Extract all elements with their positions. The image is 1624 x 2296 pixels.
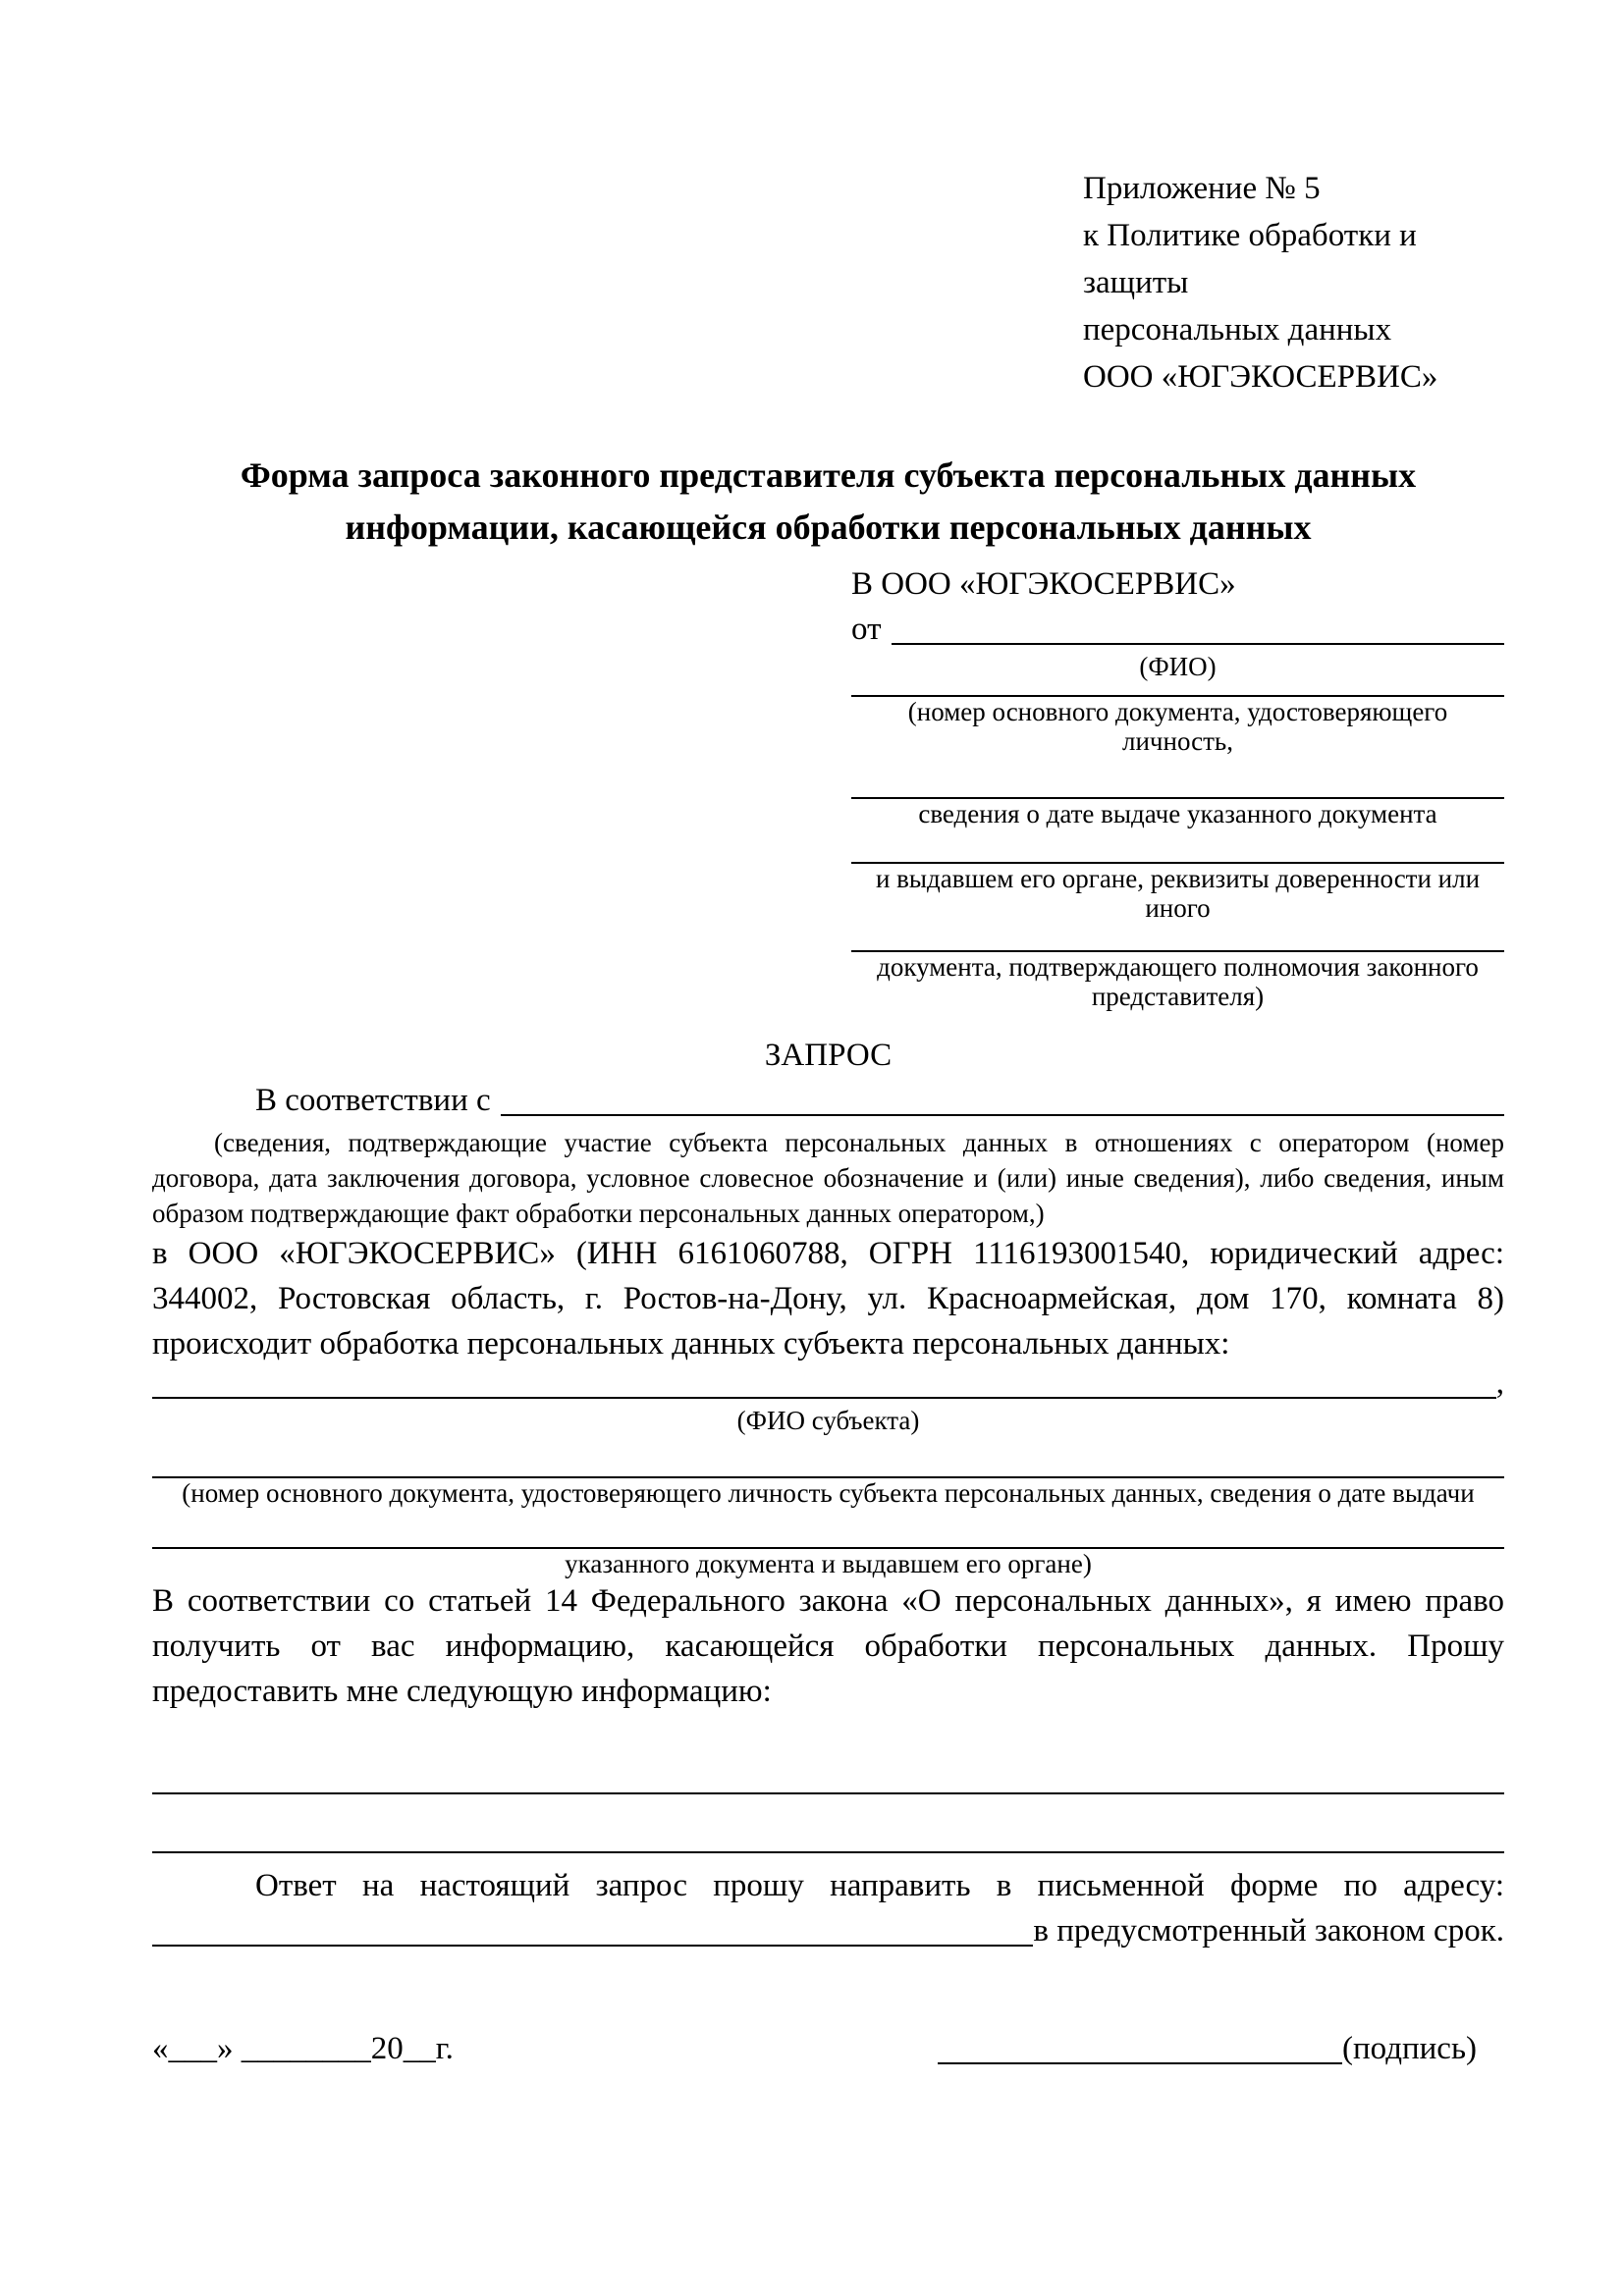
trailing-comma: , [1495,1365,1504,1401]
issuing-authority-blank-line [851,828,1504,864]
document-number-caption: (номер основного документа, удостоверяющего личность, [907,697,1448,756]
issue-date-caption: сведения о дате выдаче указанного документа [918,799,1437,828]
reply-address-blank-line [152,1945,1033,1947]
title-line: Форма запроса законного представителя субъекта персональных данных [240,455,1417,495]
accordance-row [152,1078,1504,1123]
subject-document-blank-line-2 [152,1508,1504,1549]
requested-info-blank-line-2 [152,1794,1504,1853]
from-label: от [851,612,882,647]
subject-document-caption: (номер основного документа, удостоверяющего личность субъекта персональных данных, сведения о дате выдачи [182,1478,1475,1508]
reply-sentence: Ответ на настоящий запрос прошу направить в письменной форме по адресу: [255,1868,1504,1903]
accordance-label: В соответствии с [255,1083,491,1118]
subject-fio-caption: (ФИО субъекта) [736,1406,920,1435]
subject-document-caption-2: указанного документа и выдавшем его органе) [565,1549,1092,1578]
law-paragraph: В соответствии со статьей 14 Федерального закона «О персональных данных», я имею право получить от вас информацию, касающейся обработки персональных данных. Прошу предоставить мне следующую информацию: [152,1583,1504,1709]
fio-blank-line [892,643,1505,645]
authority-document-caption: документа, подтверждающего полномочия законного представителя) [877,952,1479,1011]
appendix-line: ООО «ЮГЭКОСЕРВИС» [1083,359,1438,395]
appendix-line: персональных данных [1083,312,1392,347]
document-title [152,450,1504,554]
addressee-block [851,561,1504,1011]
appendix-line: к Политике обработки и защиты [1083,218,1417,300]
subject-fio-blank-line [152,1397,1496,1399]
document-number-blank-line [851,681,1504,697]
from-row [851,607,1504,652]
requested-info-blank-line [152,1743,1504,1794]
subject-fio-row [152,1366,1504,1406]
addressee-organization: В ООО «ЮГЭКОСЕРВИС» [851,566,1236,602]
reply-address-row [152,1908,1504,1953]
subject-document-blank-line [152,1435,1504,1478]
appendix-block [1083,165,1504,400]
issue-date-blank-line [851,756,1504,799]
accordance-blank-line [501,1114,1504,1116]
operator-paragraph: в ООО «ЮГЭКОСЕРВИС» (ИНН 6161060788, ОГРН 1116193001540, юридический адрес: 344002, Ростовская область, г. Ростов-на-Дону, ул. Красноармейская, дом 170, комната 8) происходит обработка персональных данных субъекта персональных данных: [152,1236,1504,1362]
issuing-authority-caption: и выдавшем его органе, реквизиты доверенности или иного [875,864,1481,923]
authority-document-blank-line [851,923,1504,952]
signature-blank-line [938,2062,1342,2064]
appendix-line: Приложение № 5 [1083,171,1321,206]
request-heading: ЗАПРОС [764,1038,893,1073]
fio-caption: (ФИО) [1139,652,1217,681]
signature-group [938,2026,1477,2071]
title-line: информации, касающейся обработки персональных данных [345,507,1312,547]
date-blank-text: «___» ________20__г. [152,2031,454,2066]
signature-row [152,2026,1504,2071]
reply-suffix: в предусмотренный законом срок. [1033,1913,1504,1949]
accordance-note: (сведения, подтверждающие участие субъекта персональных данных в отношениях с оператором (номер договора, дата заключения договора, условное словесное обозначение и (или) иные сведения), либо сведения, иным образом подтверждающие факт обработки персональных данных оператором,) [152,1128,1504,1228]
signature-caption: (подпись) [1342,2031,1477,2066]
